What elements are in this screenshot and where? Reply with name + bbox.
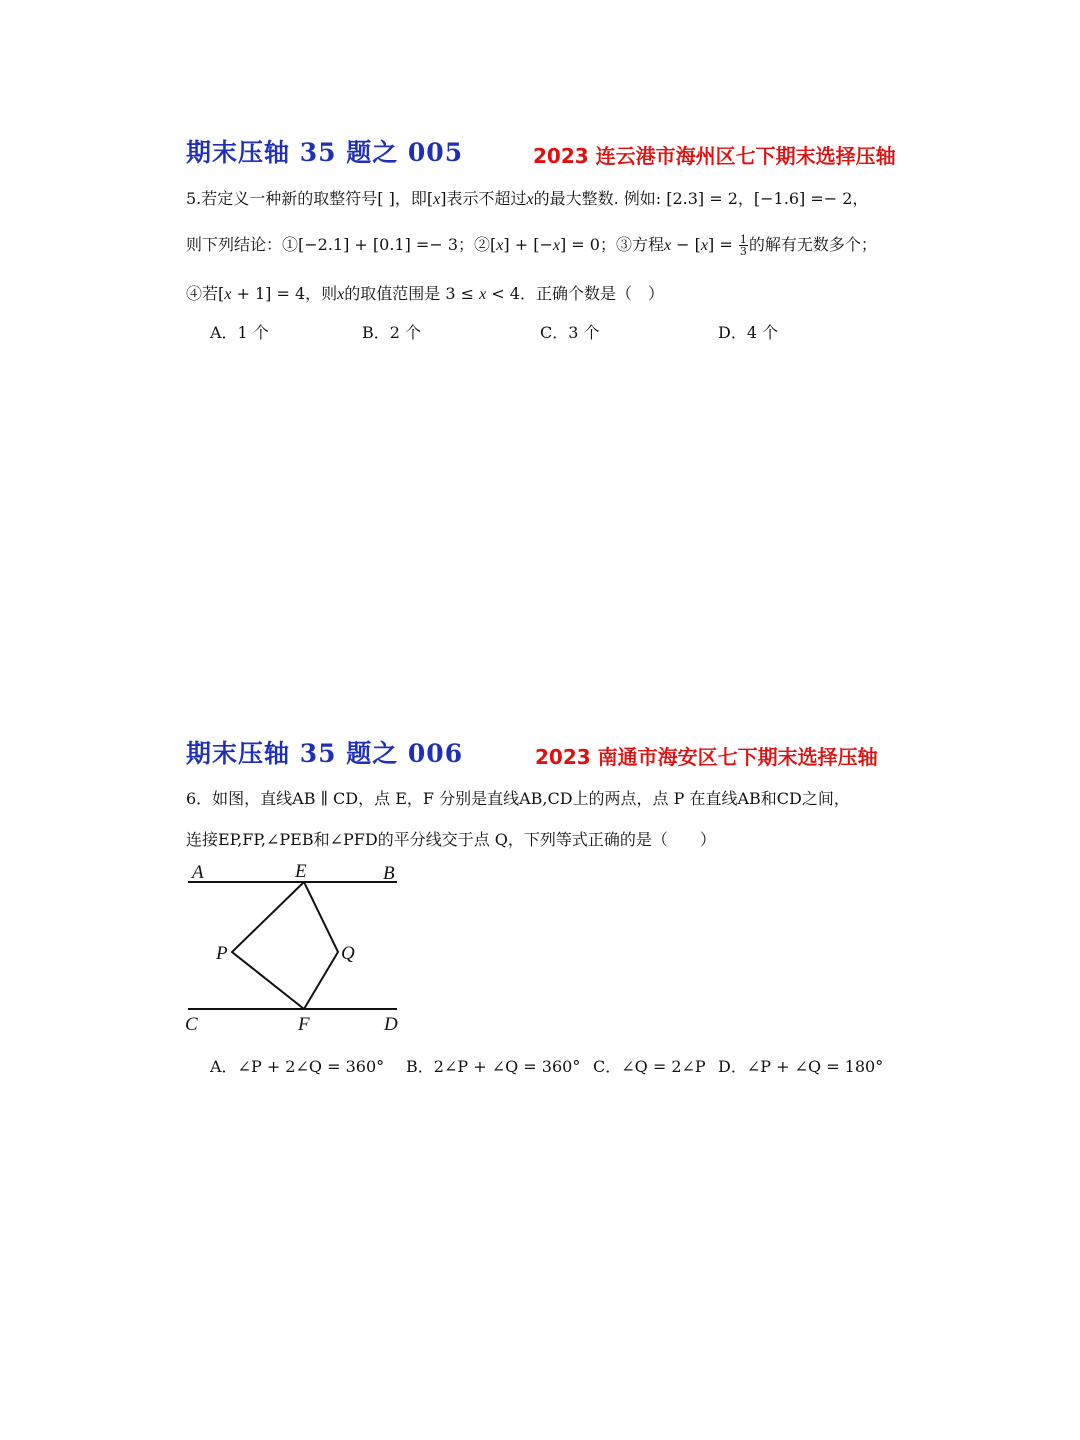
q5-text: ] = xyxy=(708,235,738,254)
q6-option-d[interactable]: D．∠P + ∠Q = 180° xyxy=(718,1057,884,1076)
label-c: C xyxy=(185,1014,198,1035)
q5-option-d[interactable]: D．4 个 xyxy=(718,323,779,342)
geometry-figure xyxy=(180,858,410,1038)
q5-text: ] + [− xyxy=(503,235,553,254)
label-f: F xyxy=(298,1014,310,1035)
q5-text: ] = 0；③方程 xyxy=(559,235,664,254)
var-x: x xyxy=(552,237,560,254)
q6-line-1: 6．如图，直线AB ∥ CD，点 E，F 分别是直线AB,CD上的两点，点 P 在直线AB和CD之间， xyxy=(186,789,850,808)
q5-text: 5.若定义一种新的取整符号[ ]，即[ xyxy=(186,189,434,208)
var-x: x xyxy=(433,191,441,208)
q5-text: < 4．正确个数是（ ） xyxy=(486,284,664,303)
q5-text: + 1] = 4，则 xyxy=(231,284,338,303)
q6-heading: 期末压轴 35 题之 006 xyxy=(186,739,464,768)
q5-text: 的取值范围是 3 ≤ xyxy=(344,284,480,303)
var-x: x xyxy=(663,237,672,254)
q5-text: 则下列结论：①[−2.1] + [0.1] =− 3；②[ xyxy=(186,235,497,254)
frac-num: 1 xyxy=(739,233,747,246)
q5-option-b[interactable]: B．2 个 xyxy=(362,323,422,342)
label-p: P xyxy=(216,943,228,964)
q5-line-2 xyxy=(186,232,877,257)
label-d: D xyxy=(384,1014,398,1035)
q6-line-2: 连接EP,FP,∠PEB和∠PFD的平分线交于点 Q，下列等式正确的是（ ） xyxy=(186,830,716,849)
q5-heading: 期末压轴 35 题之 005 xyxy=(186,138,464,167)
var-x: x xyxy=(479,286,487,303)
q5-text: ④若[ xyxy=(186,284,225,303)
q5-line-3 xyxy=(186,281,664,304)
q5-text: 的最大整数. 例如: [2.3] = 2，[−1.6] =− 2， xyxy=(533,189,869,208)
q5-text: 的解有无数多个； xyxy=(748,235,877,254)
segments-eq-qf xyxy=(304,882,338,1009)
q5-option-a[interactable]: A．1 个 xyxy=(210,323,269,342)
q6-option-c[interactable]: C．∠Q = 2∠P xyxy=(593,1057,706,1076)
var-x: x xyxy=(496,237,504,254)
q6-option-a[interactable]: A．∠P + 2∠Q = 360° xyxy=(210,1057,385,1076)
frac-den: 3 xyxy=(739,245,747,258)
label-e: E xyxy=(295,861,307,882)
segments-ep-pf xyxy=(232,882,304,1009)
var-x: x xyxy=(337,286,345,303)
q5-source: 2023 连云港市海州区七下期末选择压轴 xyxy=(533,144,896,168)
label-q: Q xyxy=(341,943,355,964)
q5-option-c[interactable]: C．3 个 xyxy=(540,323,600,342)
q6-option-b[interactable]: B．2∠P + ∠Q = 360° xyxy=(406,1057,581,1076)
var-x: x xyxy=(224,286,232,303)
q6-source: 2023 南通市海安区七下期末选择压轴 xyxy=(535,745,878,769)
q5-text: ]表示不超过 xyxy=(440,189,527,208)
label-b: B xyxy=(383,863,395,884)
q5-line-1 xyxy=(186,186,868,209)
q5-text: − [ xyxy=(671,235,701,254)
label-a: A xyxy=(192,862,204,883)
fraction-one-third xyxy=(739,234,748,257)
var-x: x xyxy=(526,191,534,208)
var-x: x xyxy=(700,237,709,254)
